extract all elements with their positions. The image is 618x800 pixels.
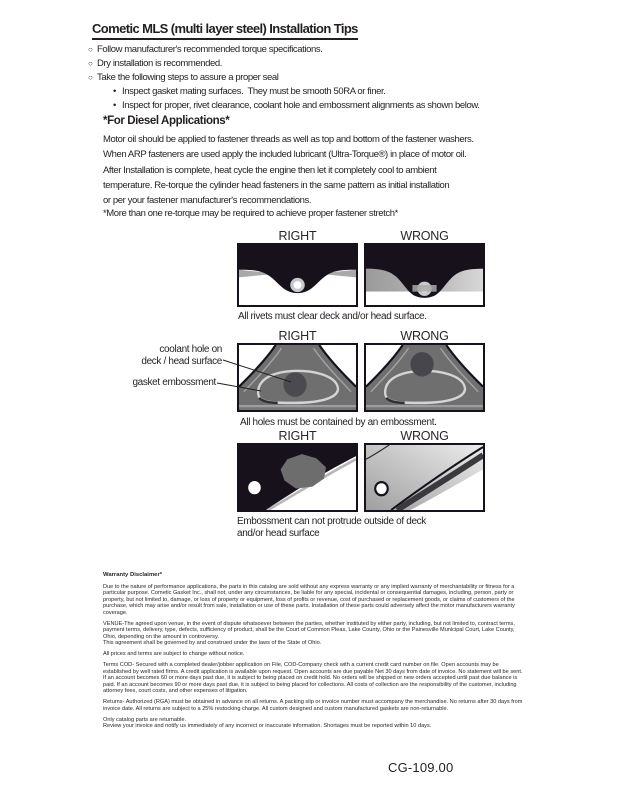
wrong-label: WRONG	[400, 229, 449, 243]
rivet-blocked-diagram	[366, 245, 483, 305]
diagram-embossment-wrong-panel	[364, 443, 485, 512]
diagram-rivet-right-panel	[237, 243, 358, 307]
disclaimer-paragraph: Due to the nature of performance applications, the parts in this catalog are sold without any express warranty or any implied warranty of merchantability or fitness for a particular purpose. Cometic Gasket Inc., shall not, under any circumstances, be liable for any special, incidental or consequential damages, including, person, party or property, but not limited to, damage, or loss of property or equipment, loss of profits or revenue, cost of purchased or replacement goods, or claims of customers of the purchase, which may arise and/or result from sale, installation or use of these parts. Installation of these parts could adversely affect the motor manufacturers warranty coverage.	[103, 583, 515, 616]
diesel-paragraph-2: After Installation is complete, heat cycle the engine then let it completely cool to ambient temperature. Re-torque the cylinder head fasteners in the same pattern as initial installation or per your fastener manufacturer's recommendations.	[103, 165, 450, 206]
gasket-embossment-annotation: gasket embossment	[132, 377, 216, 388]
tip-text: Inspect for proper, rivet clearance, coolant hole and embossment alignments as shown below.	[122, 100, 480, 111]
tip-text: Take the following steps to assure a proper seal	[97, 72, 279, 83]
right-label: RIGHT	[278, 429, 317, 443]
disclaimer-paragraph: All prices and terms are subject to change without notice.	[103, 651, 245, 657]
diagram-rivet-wrong-panel	[364, 243, 485, 307]
tip-text: Follow manufacturer's recommended torque specifications.	[97, 44, 323, 55]
disclaimer-heading: Warranty Disclaimer*	[103, 572, 163, 578]
list-item	[88, 43, 558, 57]
diagram-row-embossment	[237, 429, 487, 512]
right-label: RIGHT	[278, 229, 317, 243]
embossment-inside-diagram	[239, 445, 356, 510]
diagram-hole-wrong-panel	[364, 343, 485, 412]
annotation-pointer-lines	[215, 352, 300, 397]
diagram-wrong-column	[364, 229, 485, 307]
list-item	[88, 99, 558, 113]
diagram-wrong-column	[364, 329, 485, 412]
warranty-disclaimer	[103, 572, 523, 734]
disclaimer-paragraph: VENUE-The agreed upon venue, in the event of dispute whatsoever between the parties, whether instituted by either party, including, but not limited to, contract terms, payment terms, delivery, type, defects, sufficiency of product, shall be the Court of Common Pleas, Lake County, Ohio or the Painesville Municipal Court, Lake County, Ohio, depending on the amount in controversy. This agreement shall be governed by and construed under the laws of the State of Ohio.	[103, 620, 515, 646]
diagram-right-column	[237, 429, 358, 512]
list-item	[88, 85, 558, 99]
bullet-icon: ○	[88, 73, 93, 82]
bullet-icon: ○	[88, 45, 93, 54]
tips-list	[88, 43, 558, 113]
tip-text: Dry installation is recommended.	[97, 58, 223, 69]
diagram-right-column	[237, 229, 358, 307]
hole-outside-diagram	[366, 345, 483, 410]
disclaimer-paragraph: Returns- Authorized (RGA) must be obtained in advance on all returns. A packing slip or invoice number must accompany the merchandise. No returns after 30 days from invoice date. All returns are subject to a 25% restocking charge. All custom designed and custom manufactured gaskets are non-returnable.	[103, 699, 523, 712]
tip-text: Inspect gasket mating surfaces. They must be smooth 50RA or finer.	[122, 86, 386, 97]
sub-bullet-icon: •	[113, 86, 116, 97]
coolant-hole-annotation: coolant hole on deck / head surface	[141, 344, 222, 367]
diagram-embossment-right-panel	[237, 443, 358, 512]
wrong-label: WRONG	[400, 329, 449, 343]
list-item	[88, 57, 558, 71]
sub-bullet-icon: •	[113, 100, 116, 111]
rivet-clear-diagram	[239, 245, 356, 305]
list-item	[88, 71, 558, 85]
wrong-label: WRONG	[400, 429, 449, 443]
diagram-row-rivets	[237, 229, 487, 307]
disclaimer-paragraph: Terms COD- Secured with a completed dealer/jobber application on File, COD-Company check with a current credit card number on file. Open accounts may be established by well rated firms. A credit application is available upon request. Open accounts are due payable Net 30 days from date of invoice. No statement will be sent. If an account becomes 60 or more days past due, it is subject to being placed on credit hold. No orders will be shipped or new orders accepted until past due balance is paid. If an account becomes 90 or more days past due, it is subject to being placed for collections. All costs of collection are the responsibility of the customer, including attorney fees, court costs, and other expenses of litigation.	[103, 662, 523, 694]
diagram-wrong-column	[364, 429, 485, 512]
diesel-paragraph-1: Motor oil should be applied to fastener threads as well as top and bottom of the fastener washers. When ARP fasteners are used apply the included lubricant (Ultra-Torque®) in place of motor oil.	[103, 134, 474, 160]
disclaimer-paragraph: Only catalog parts are returnable. Review your invoice and notify us immediately of any incorrect or inaccurate information. Shortages must be reported within 10 days.	[103, 716, 432, 729]
retorque-note: *More than one re-torque may be required to achieve proper fastener stretch*	[103, 208, 398, 219]
right-label: RIGHT	[278, 329, 317, 343]
holes-caption: All holes must be contained by an embossment.	[240, 417, 437, 428]
bullet-icon: ○	[88, 59, 93, 68]
page-number: CG-109.00	[388, 760, 454, 775]
embossment-caption: Embossment can not protrude outside of deck and/or head surface	[237, 516, 426, 539]
rivet-caption: All rivets must clear deck and/or head surface.	[238, 311, 427, 322]
diesel-applications-heading: *For Diesel Applications*	[103, 115, 230, 127]
embossment-protruding-diagram	[366, 445, 483, 510]
page-title: Cometic MLS (multi layer steel) Installation Tips	[92, 21, 358, 40]
